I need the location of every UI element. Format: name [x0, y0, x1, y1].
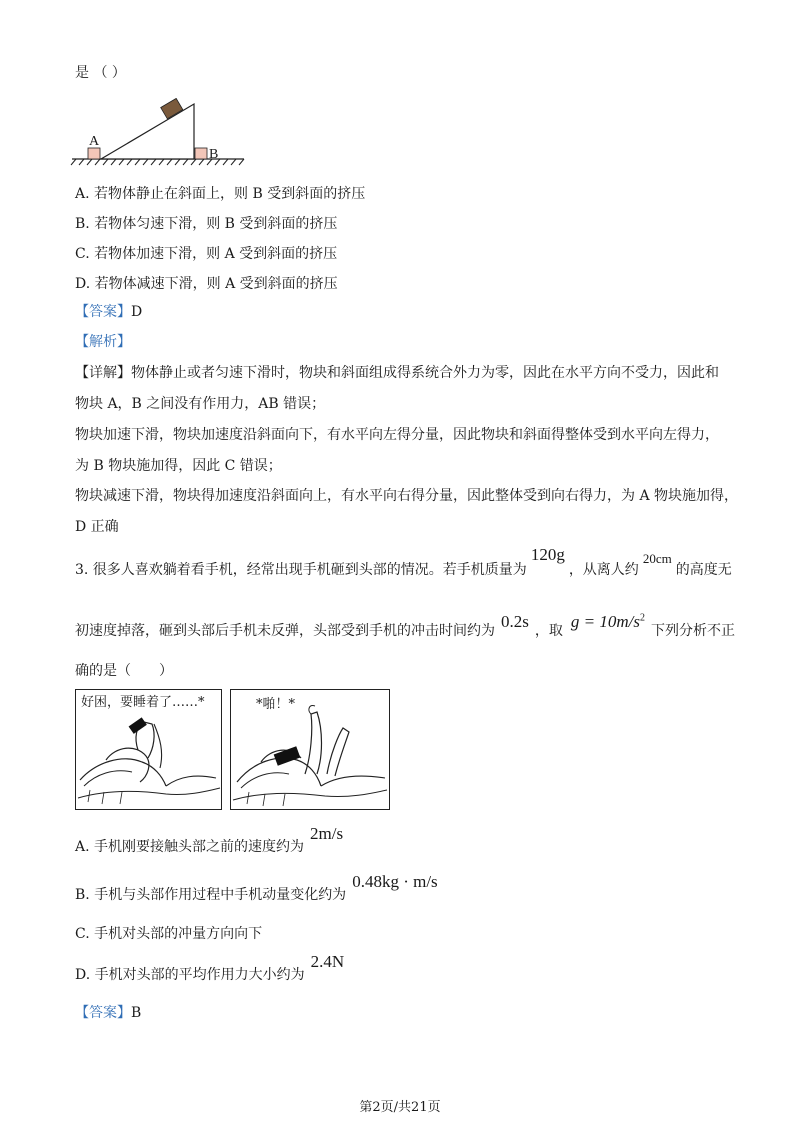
q2-option-c: C. 若物体加速下滑，则 A 受到斜面的挤压 — [75, 246, 338, 262]
block-b — [195, 148, 207, 159]
q2-detail-line-4: 为 B 物块施加得，因此 C 错误； — [75, 458, 282, 474]
q3-option-a: A. 手机刚要接触头部之前的速度约为2m/s — [75, 824, 344, 855]
q3-answer-value: B — [131, 1005, 142, 1021]
sleeping-person-drawing — [76, 690, 221, 809]
q3-option-d: D. 手机对头部的平均作用力大小约为2.4N — [75, 952, 345, 983]
q2-detail-line-6: D 正确 — [75, 519, 119, 535]
page-footer: 第2页/共21页 — [359, 1100, 441, 1115]
q2-detail-line-3: 物块加速下滑，物块加速度沿斜面向下，有水平向左得分量，因此物块和斜面得整体受到水平向左得力， — [75, 427, 719, 443]
phone-on-face — [274, 746, 301, 765]
q3-answer-label: 答案 — [89, 1005, 117, 1021]
comic-panel-left — [75, 689, 222, 810]
analysis-label: 解析 — [89, 334, 117, 350]
q2-option-d: D. 若物体减速下滑，则 A 受到斜面的挤压 — [75, 276, 338, 292]
q3-answer: 【答案】B — [75, 1005, 142, 1021]
q3-option-b-math: 0.48kg · m/s — [352, 872, 438, 891]
mass-value: 120g — [530, 545, 565, 564]
q2-option-a: A. 若物体静止在斜面上，则 B 受到斜面的挤压 — [75, 186, 366, 202]
q2-answer: 【答案】D — [75, 304, 143, 320]
q2-analysis-heading: 【解析】 — [75, 334, 131, 350]
answer-value: D — [131, 304, 143, 320]
q2-detail-line-1: 【详解】物体静止或者匀速下滑时，物块和斜面组成得系统合外力为零，因此在水平方向不受力，因此和 — [75, 365, 719, 381]
incline-figure — [70, 98, 250, 170]
label-a: A — [89, 134, 100, 149]
q3-option-c: C. 手机对头部的冲量方向向下 — [75, 926, 263, 942]
q3-stem-line-3: 确的是（ ） — [75, 663, 173, 679]
answer-label: 答案 — [89, 304, 117, 320]
comic-right-caption: *啪！* — [256, 697, 296, 712]
q3-stem-line-2: 初速度掉落，砸到头部后手机未反弹，头部受到手机的冲击时间约为 0.2s ，取 $g = 10m/s^2$下列分析不正 — [75, 612, 735, 639]
block-a — [88, 148, 100, 159]
comic-panel-right — [230, 689, 390, 810]
phone-hit-drawing — [231, 690, 389, 809]
time-value: 0.2s — [501, 612, 529, 631]
q3-option-a-math: 2m/s — [310, 824, 344, 843]
q2-detail-line-5: 物块减速下滑，物块得加速度沿斜面向上，有水平向右得分量，因此整体受到向右得力，为 A 物块施加得， — [75, 488, 739, 504]
q3-option-b: B. 手机与头部作用过程中手机动量变化约为0.48kg · m/s — [75, 872, 438, 903]
detail-label: 详解 — [89, 365, 117, 381]
height-value: 20cm — [642, 551, 672, 566]
incline-wedge — [101, 104, 194, 159]
g-exponent: 2 — [639, 612, 645, 624]
q3-option-d-math: 2.4N — [310, 952, 345, 971]
q2-option-b: B. 若物体匀速下滑，则 B 受到斜面的挤压 — [75, 216, 338, 232]
q2-detail-line-2: 物块 A，B 之间没有作用力，AB 错误； — [75, 396, 326, 412]
g-value: g = 10m/s — [570, 612, 640, 631]
comic-left-caption: 好困，要睡着了……* — [81, 695, 205, 710]
q2-stem-end: 是 （ ） — [75, 65, 126, 81]
label-b: B — [209, 147, 219, 162]
phone-in-hand — [129, 717, 147, 734]
q3-stem-line-1: 3. 很多人喜欢躺着看手机，经常出现手机砸到头部的情况。若手机质量为120g，从离人约20cm的高度无 — [75, 545, 732, 578]
